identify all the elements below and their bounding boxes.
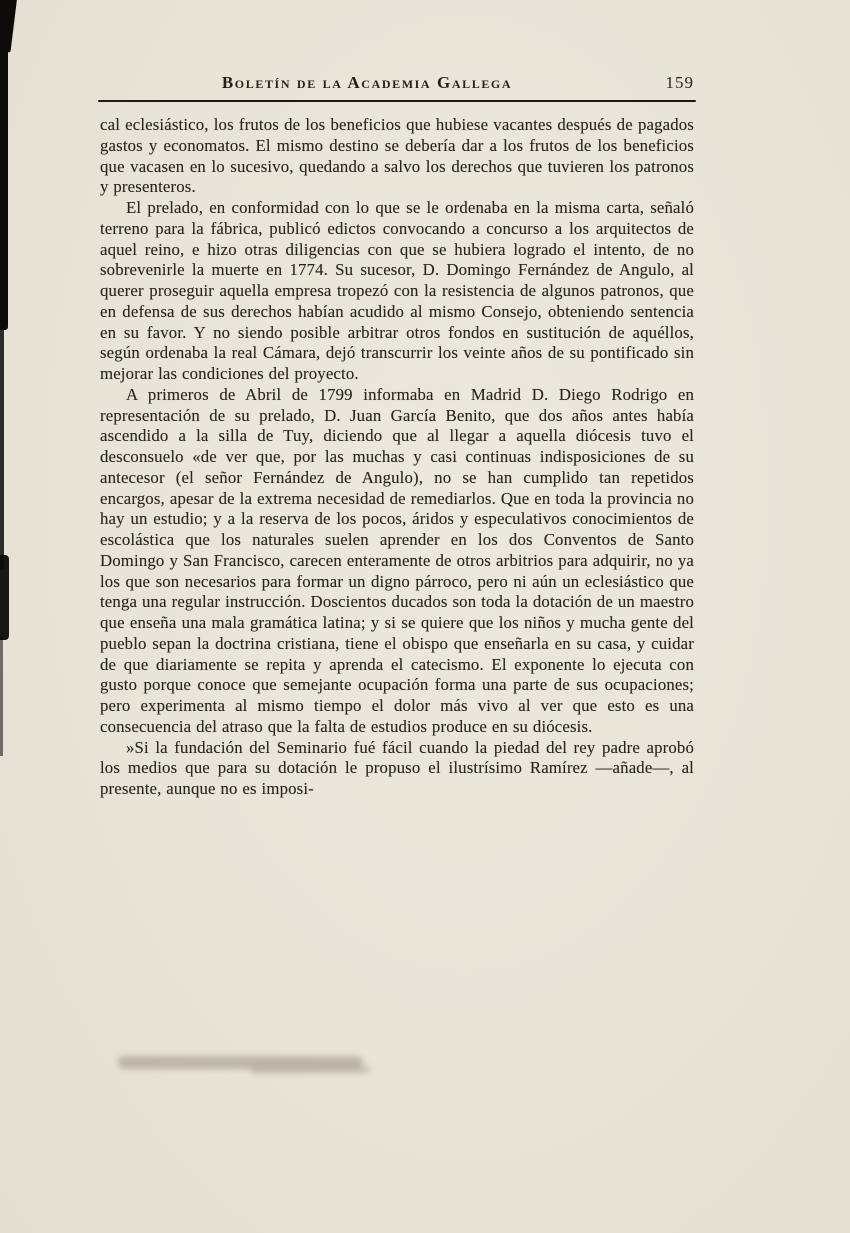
scan-artifact-left-blotch [0, 555, 9, 640]
paragraph-continuation: cal eclesiástico, los frutos de los beneficios que hubiese vacantes después de pagados gastos y economatos. El mismo destino se debería dar a los frutos de los beneficios que vacasen en lo sucesivo, quedando a salvo los derechos que tuvieren los patronos y presenteros. [100, 115, 694, 197]
body-text [100, 115, 694, 800]
scan-artifact-left-edge-mid [0, 320, 4, 570]
ink-smudge [250, 1066, 370, 1074]
page-number: 159 [665, 73, 694, 92]
paragraph: »Si la fundación del Seminario fué fácil cuando la piedad del rey padre aprobó los medios que para su dotación le propuso el ilustrísimo Ramírez —añade—, al presente, aunque no es imposi- [100, 737, 694, 798]
page-header [100, 73, 694, 97]
header-rule [98, 100, 696, 102]
paragraph: El prelado, en conformidad con lo que se le ordenaba en la misma carta, señaló terreno para la fábrica, publicó edictos convocando a concurso a los arquitectos de aquel reino, e hizo otras diligencias con que se hubiera logrado el intento, de no sobrevenirle la muerte en 1774. Su sucesor, D. Domingo Fernández de Angulo, al querer proseguir aquella empresa tropezó con la resistencia de algunos patronos, que en defensa de sus derechos habían acudido al mismo Consejo, obteniendo sentencia en su favor. Y no siendo posible arbitrar otros fondos en sustitución de aquéllos, según ordenaba la real Cámara, dejó transcurrir los veinte años de su pontificado sin mejorar las condiciones del proyecto. [100, 198, 694, 383]
journal-title: Boletín de la Academia Gallega [221, 73, 513, 92]
scan-artifact-left-edge-low [0, 636, 3, 756]
paragraph: A primeros de Abril de 1799 informaba en Madrid D. Diego Rodrigo en representación de su prelado, D. Juan García Benito, que dos años antes había ascendido a la silla de Tuy, diciendo que al llegar a aquella diócesis tuvo el desconsuelo «de ver que, por las muchas y casi continuas indisposiciones de su antecesor (el señor Fernández de Angulo), no se han cumplido tan repetidos encargos, apesar de la extrema necesidad de remediarlos. Que en toda la provincia no hay un estudio; y a la reserva de los pocos, áridos y especulativos conocimientos de escolástica que los naturales suelen aprender en los dos Conventos de Santo Domingo y San Francisco, carecen enteramente de otros arbitrios para adquirir, no ya los que son necesarios para formar un digno párroco, pero ni aún un eclesiástico que tenga una regular instrucción. Doscientos ducados son toda la dotación de un maestro que enseña una mala gramática latina; y si se quiere que los niños y mucha gente del pueblo sepan la doctrina cristiana, tiene el obispo que enseñarla en su casa, y cuidar de que diariamente se repita y aprenda el catecismo. El exponente lo ejecuta con gusto porque conoce que semejante ocupación forma una parte de sus ocupaciones; pero experimenta al mismo tiempo el dolor más vivo al ver que esto es una consecuencia del atraso que la falta de estudios produce en su diócesis. [100, 384, 694, 736]
